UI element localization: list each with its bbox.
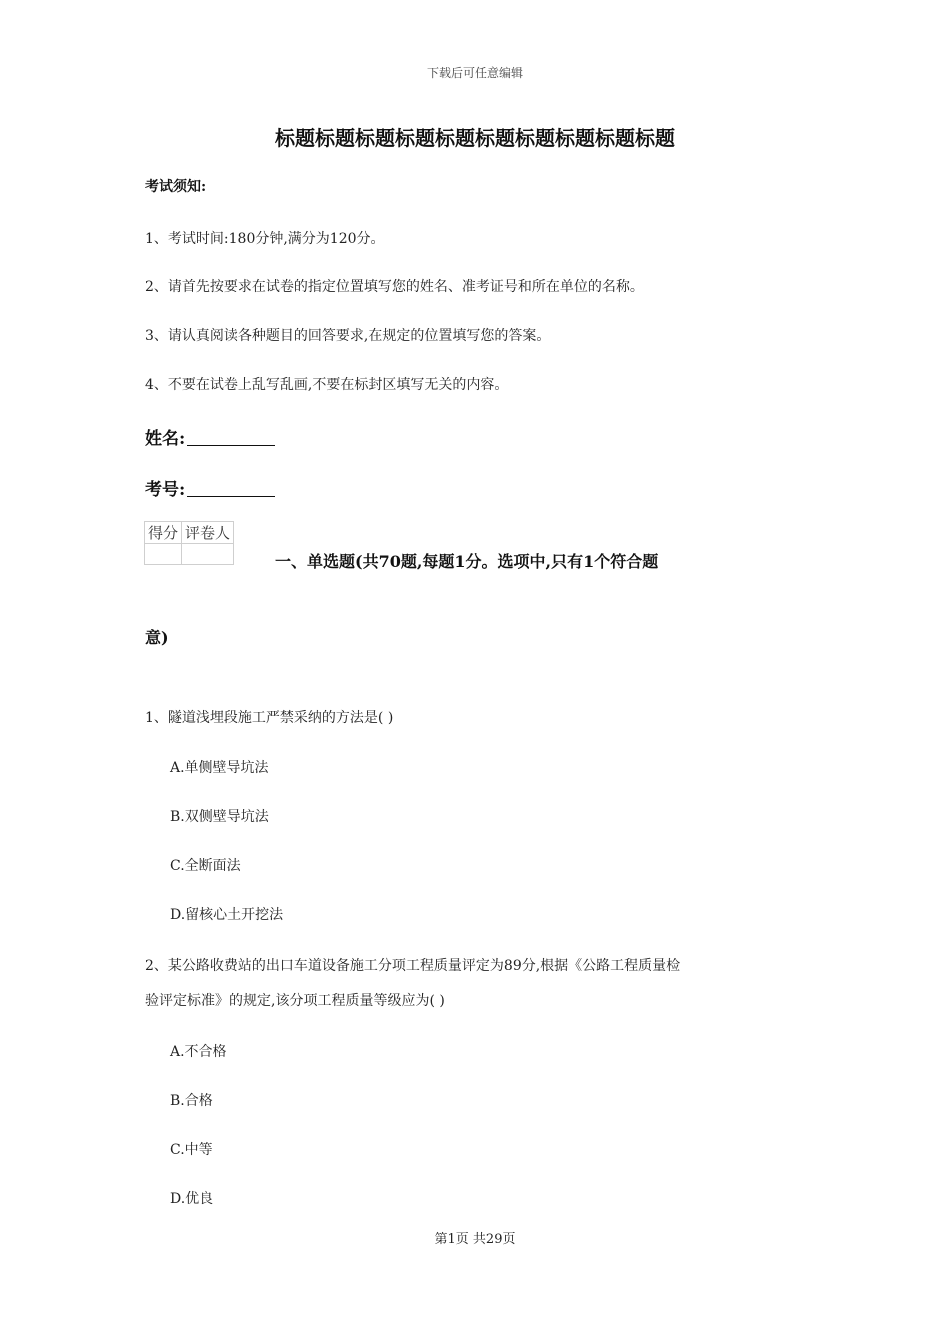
grader-header: 评卷人 xyxy=(182,522,234,544)
notice-heading: 考试须知: xyxy=(145,179,207,195)
section-title-continued: 意) xyxy=(145,628,169,647)
notice-rule: 2、请首先按要求在试卷的指定位置填写您的姓名、准考证号和所在单位的名称。 xyxy=(145,279,644,295)
exam-id-blank-line[interactable] xyxy=(187,480,275,497)
page-footer: 第1页 共29页 xyxy=(434,1232,516,1247)
question-1-option-c: C.全断面法 xyxy=(170,858,241,874)
notice-rule: 3、请认真阅读各种题目的回答要求,在规定的位置填写您的答案。 xyxy=(145,328,551,344)
question-1: 1、隧道浅埋段施工严禁采纳的方法是( ) xyxy=(145,710,394,726)
name-field[interactable] xyxy=(145,424,275,449)
header-note: 下载后可任意编辑 xyxy=(426,66,523,80)
score-header: 得分 xyxy=(145,522,182,544)
exam-id-field[interactable] xyxy=(145,475,275,500)
question-1-option-d: D.留核心土开挖法 xyxy=(170,907,284,923)
question-2-option-a: A.不合格 xyxy=(170,1044,227,1060)
question-1-option-b: B.双侧壁导坑法 xyxy=(170,809,269,825)
question-2: 2、某公路收费站的出口车道设备施工分项工程质量评定为89分,根据《公路工程质量检 xyxy=(145,958,681,974)
name-label: 姓名: xyxy=(145,429,186,449)
question-2-continued: 验评定标准》的规定,该分项工程质量等级应为( ) xyxy=(145,993,445,1009)
question-2-option-d: D.优良 xyxy=(170,1191,214,1207)
name-blank-line[interactable] xyxy=(187,429,275,446)
score-table xyxy=(144,521,234,565)
notice-rule: 4、不要在试卷上乱写乱画,不要在标封区填写无关的内容。 xyxy=(145,377,509,393)
section-title: 一、单选题(共70题,每题1分。选项中,只有1个符合题 xyxy=(275,552,659,571)
question-2-option-b: B.合格 xyxy=(170,1093,213,1109)
question-1-option-a: A.单侧壁导坑法 xyxy=(170,760,269,776)
document-title: 标题标题标题标题标题标题标题标题标题标题 xyxy=(275,126,675,150)
grader-cell[interactable] xyxy=(182,544,234,565)
notice-rule: 1、考试时间:180分钟,满分为120分。 xyxy=(145,231,385,247)
score-cell[interactable] xyxy=(145,544,182,565)
exam-id-label: 考号: xyxy=(145,480,186,500)
question-2-option-c: C.中等 xyxy=(170,1142,213,1158)
